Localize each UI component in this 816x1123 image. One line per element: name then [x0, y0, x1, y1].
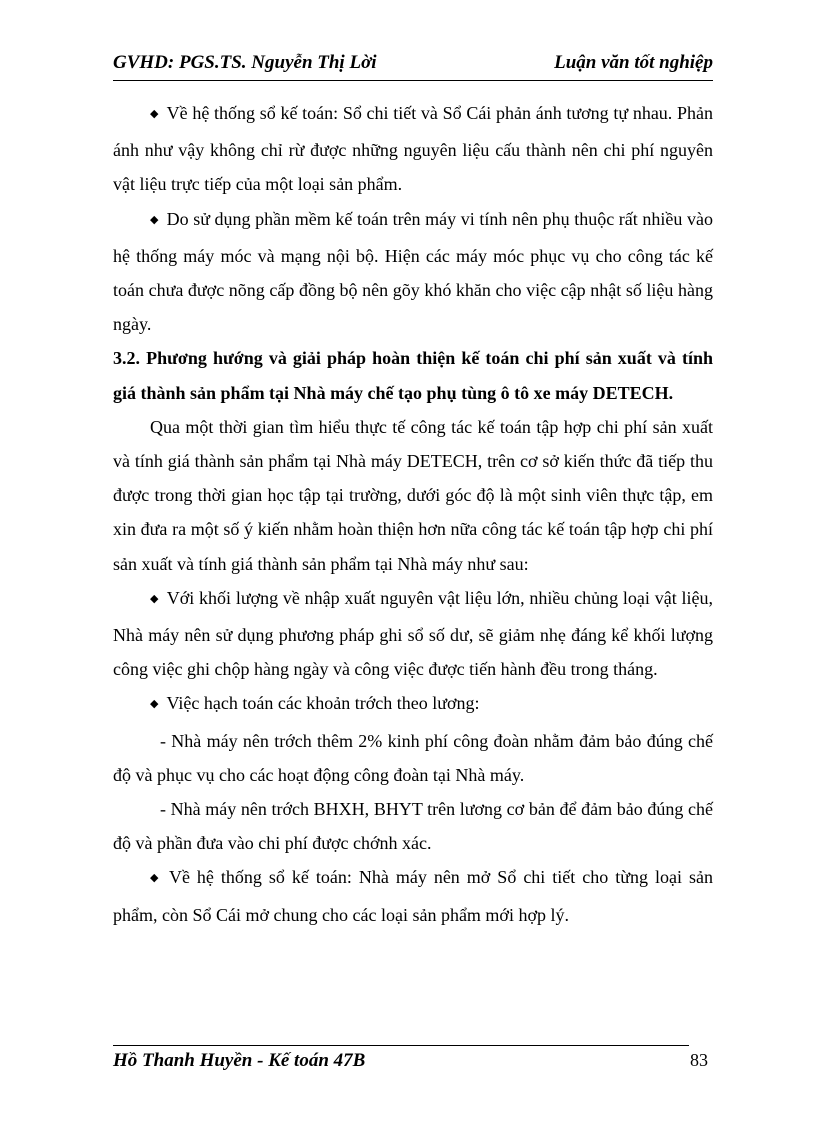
- header-thesis-title: Luận văn tốt nghiệp: [554, 52, 713, 73]
- page-number: 83: [690, 1050, 708, 1070]
- diamond-bullet-icon: ◆: [150, 698, 159, 711]
- bullet-paragraph-4: ◆ Việc hạch toán các khoản trớch theo lương:: [150, 693, 480, 714]
- bullet-paragraph-3: ◆ Với khối lượng về nhập xuất nguyên vật liệu lớn, nhiều chủng loại vật liệu, Nhà máy nên sử dụng phương pháp ghi sổ số dư, sẽ giảm nhẹ đáng kể khối lượng công việc ghi chộp hàng ngày và công việc được tiến hành đều trong tháng.: [113, 587, 713, 680]
- dash-paragraph-1: - Nhà máy nên trớch thêm 2% kinh phí công đoàn nhằm đảm bảo đúng chế độ và phục vụ cho các hoạt động công đoàn tại Nhà máy.: [113, 730, 713, 785]
- diamond-bullet-icon: ◆: [150, 592, 159, 605]
- intro-paragraph: Qua một thời gian tìm hiểu thực tế công tác kế toán tập hợp chi phí sản xuất và tính giá thành sản phẩm tại Nhà máy DETECH, trên cơ sở kiến thức đã tiếp thu được trong thời gian học tập tại trường, dưới góc độ là một sinh viên thực tập, em xin đưa ra một số ý kiến nhằm hoàn thiện hơn nữa công tác kế toán tập hợp chi phí sản xuất và tính giá thành sản phẩm tại Nhà máy như sau:: [113, 416, 713, 574]
- diamond-bullet-icon: ◆: [150, 213, 159, 226]
- diamond-bullet-icon: ◆: [150, 108, 159, 120]
- page-body: [113, 96, 713, 932]
- footer-divider: [113, 1045, 689, 1046]
- header-supervisor: GVHD: PGS.TS. Nguyễn Thị Lời: [113, 52, 377, 73]
- footer-author: Hồ Thanh Huyền - Kế toán 47B: [113, 1050, 366, 1071]
- diamond-bullet-icon: ◆: [150, 872, 161, 885]
- page-header: [113, 52, 713, 81]
- bullet-paragraph-1: ◆ Về hệ thống sổ kế toán: Sổ chi tiết và Sổ Cái phản ánh tương tự nhau. Phản ánh như vậy không chỉ rừ được những nguyên liệu cấu thành nên chi phí nguyên vật liệu trực tiếp của một loại sản phẩm.: [113, 103, 714, 195]
- bullet-paragraph-5: ◆ Về hệ thống sổ kế toán: Nhà máy nên mở Sổ chi tiết cho từng loại sản phẩm, còn Sổ Cái mở chung cho các loại sản phẩm mới hợp lý.: [113, 867, 713, 925]
- section-heading: 3.2. Phương hướng và giải pháp hoàn thiện kế toán chi phí sản xuất và tính giá thành sản phẩm tại Nhà máy chế tạo phụ tùng ô tô xe máy DETECH.: [113, 348, 713, 403]
- dash-paragraph-2: - Nhà máy nên trớch BHXH, BHYT trên lương cơ bản để đảm bảo đúng chế độ và phần đưa vào chi phí được chớnh xác.: [113, 799, 713, 854]
- bullet-paragraph-2: ◆ Do sử dụng phần mềm kế toán trên máy vi tính nên phụ thuộc rất nhiều vào hệ thống máy móc và mạng nội bộ. Hiện các máy móc phục vụ cho công tác kế toán chưa được nõng cấp đồng bộ nên gõy khó khăn cho việc cập nhật số liệu hàng ngày.: [113, 208, 713, 335]
